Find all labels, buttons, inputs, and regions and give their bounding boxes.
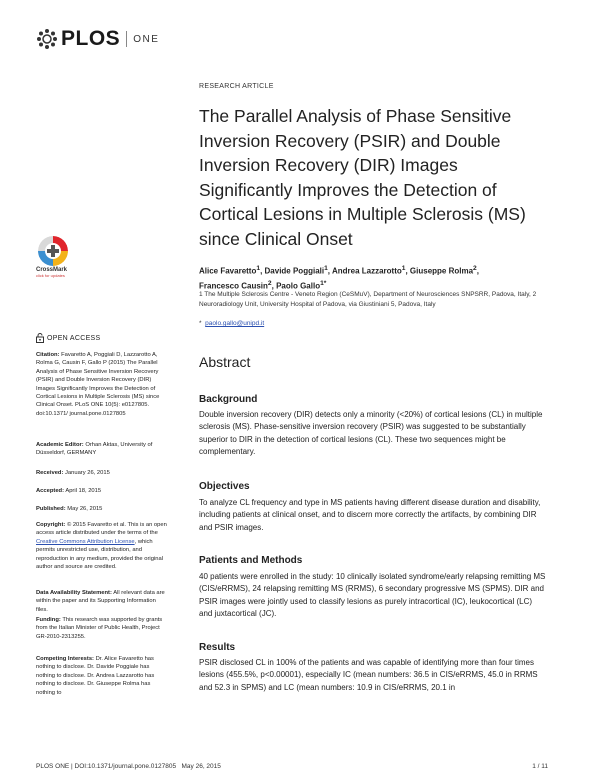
accepted-block: [36, 487, 169, 495]
author-list: Alice Favaretto$^1$, Davide Poggiali$^1$, Andrea Lazzarotto$^1$, Giuseppe Rolma$^2$, Francesco Causin$^2$, Paolo Gallo$^{1*}$: [199, 265, 479, 291]
results-heading: Results: [199, 642, 236, 653]
published-block: [36, 505, 169, 513]
crossmark-sublabel: click for updates: [36, 273, 65, 278]
editor-block: [36, 441, 169, 458]
editor-label: Academic Editor:: [36, 442, 84, 448]
citation-text: Favaretto A, Poggiali D, Lazzarotto A, Rolma G, Causin F, Gallo P (2015) The Parallel Analysis of Phase Sensitive Inversion Recovery (PSIR) and Double Inversion Recovery (DIR) Images Significantly Improves the Detection of Cortical Lesions in Multiple Sclerosis (MS) since Clinical Onset. PLoS ONE 10(5): e0127805. doi:10.1371/ journal.pone.0127805: [36, 352, 160, 417]
author-name[interactable]: Andrea Lazzarotto: [331, 266, 402, 276]
journal-name: ONE: [133, 33, 160, 45]
citation-label: Citation:: [36, 352, 60, 358]
author-affil-mark: 2: [267, 279, 272, 287]
crossmark-label: CrossMark: [36, 267, 68, 273]
background-text: Double inversion recovery (DIR) detects only a minority (<20%) of cortical lesions (CL) in multiple sclerosis (MS). Phase-sensitive inversion recovery (PSIR) was suggested to be substantially superior to DIR in the detection of cortical lesions (CL). These two sequences might be complementary.: [199, 410, 543, 456]
objectives-text: To analyze CL frequency and type in MS patients having different disease duration and disability, including patients at clinical onset, and to discern more correctly the artifacts, by combining DIR and PSIR images.: [199, 498, 541, 532]
received-date: January 26, 2015: [65, 470, 110, 476]
license-link[interactable]: Creative Commons Attribution License: [36, 538, 135, 545]
copyright-text-pre: © 2015 Favaretto et al. This is an open access article distributed under the terms of the: [36, 522, 167, 537]
results-text: PSIR disclosed CL in 100% of the patients and was capable of identifying more than four times lesions (455.5%, p<0.00001), especially IC (mean numbers: 36.5 in CIS/eRRMS, 45.0 in RRMS and 52.3 in SPMS) and LC (mean numbers: 10.9 in CIS/eRRMS, 20.1 in: [199, 658, 538, 692]
copyright-text-post: , which permits unrestricted use, distribution, and reproduction in any medium, provided the original author and source are credited.: [36, 538, 163, 571]
crossmark-icon: [38, 236, 68, 266]
data-availability-block: [36, 589, 169, 614]
editor-text: Orhan Aktas, University of Düsseldorf, GERMANY: [36, 442, 153, 457]
received-block: [36, 469, 169, 477]
corresponding-mark: *: [199, 320, 202, 327]
article-title: The Parallel Analysis of Phase Sensitive Inversion Recovery (PSIR) and Double Inversion Recovery (DIR) Images Significantly Improves the Detection of Cortical Lesions in Multiple Sclerosis (MS) since Clinical Onset: [199, 106, 526, 249]
plos-logo-text: PLOS: [61, 27, 121, 50]
plos-logo: [36, 26, 159, 52]
page-footer-citation: PLOS ONE | DOI:10.1371/journal.pone.0127805 May 26, 2015: [36, 763, 221, 770]
author-name[interactable]: Francesco Causin: [199, 281, 268, 291]
author-name[interactable]: Alice Favaretto: [199, 266, 257, 276]
author-affil-mark: 2: [473, 265, 477, 272]
logo-divider: [126, 31, 127, 47]
author-affil-mark: 1: [401, 265, 406, 272]
crossmark-badge[interactable]: [36, 236, 68, 278]
corresponding-email: [199, 320, 264, 327]
open-access-text: OPEN ACCESS: [47, 334, 101, 342]
open-lock-icon: [36, 333, 44, 343]
published-label: Published:: [36, 506, 66, 512]
data-availability-text: All relevant data are within the paper and its Supporting Information files.: [36, 590, 165, 613]
competing-interests-text: Dr. Alice Favaretto has nothing to disclose. Dr. Davide Poggiale has nothing to disclose. Dr. Andrea Lazzarotto has nothing to disclose. Dr. Giuseppe Rolma has nothing to: [36, 656, 155, 696]
author-affil-mark: 1: [256, 265, 261, 272]
published-date: May 26, 2015: [67, 506, 103, 512]
affiliations: 1 The Multiple Sclerosis Centre - Veneto Region (CeSMuV), Department of Neurosciences SNPSRR, Padova, Italy, 2 Neuroradiology Unit, University Hospital of Padova, via Giustiniani 5, Padova, Italy: [199, 291, 537, 308]
received-label: Received:: [36, 470, 64, 476]
plos-logo-icon: [36, 28, 58, 50]
email-link[interactable]: paolo.gallo@unipd.it: [205, 320, 265, 327]
copyright-block: [36, 521, 169, 571]
data-availability-label: Data Availability Statement:: [36, 590, 112, 596]
funding-text: This research was supported by grants from the Italian Minister of Public Health, Project GR-2010-2313255.: [36, 617, 163, 640]
funding-label: Funding:: [36, 617, 61, 623]
accepted-date: April 18, 2015: [65, 488, 102, 494]
author-name[interactable]: Giuseppe Rolma: [409, 266, 474, 276]
competing-interests-block: [36, 655, 169, 697]
author-affil-mark: 1*: [320, 279, 327, 287]
background-heading: Background: [199, 394, 258, 405]
accepted-label: Accepted:: [36, 488, 65, 494]
abstract-heading: Abstract: [199, 354, 251, 370]
page-number: 1 / 11: [532, 763, 548, 770]
author-name[interactable]: Paolo Gallo: [276, 281, 321, 291]
open-access-label: [36, 333, 100, 343]
competing-interests-label: Competing Interests:: [36, 656, 94, 662]
funding-block: [36, 616, 169, 641]
author-affil-mark: 1: [324, 265, 328, 272]
patients-methods-text: 40 patients were enrolled in the study: 10 clinically isolated syndrome/early relapsing remitting MS (CIS/eRRMS), 24 relapsing remitting MS (RRMS), 6 secondary progressive MS (SPMS). DIR and PSIR images were jointly used to classify lesions as purely intracortical (IC), leukocortical (LC) and juxtacortical (JC).: [199, 572, 546, 618]
article-type: RESEARCH ARTICLE: [199, 83, 274, 90]
patients-methods-heading: Patients and Methods: [199, 555, 303, 566]
citation-block: [36, 351, 169, 418]
author-name[interactable]: Davide Poggiali: [264, 266, 325, 276]
copyright-label: Copyright:: [36, 522, 66, 528]
objectives-heading: Objectives: [199, 481, 250, 492]
